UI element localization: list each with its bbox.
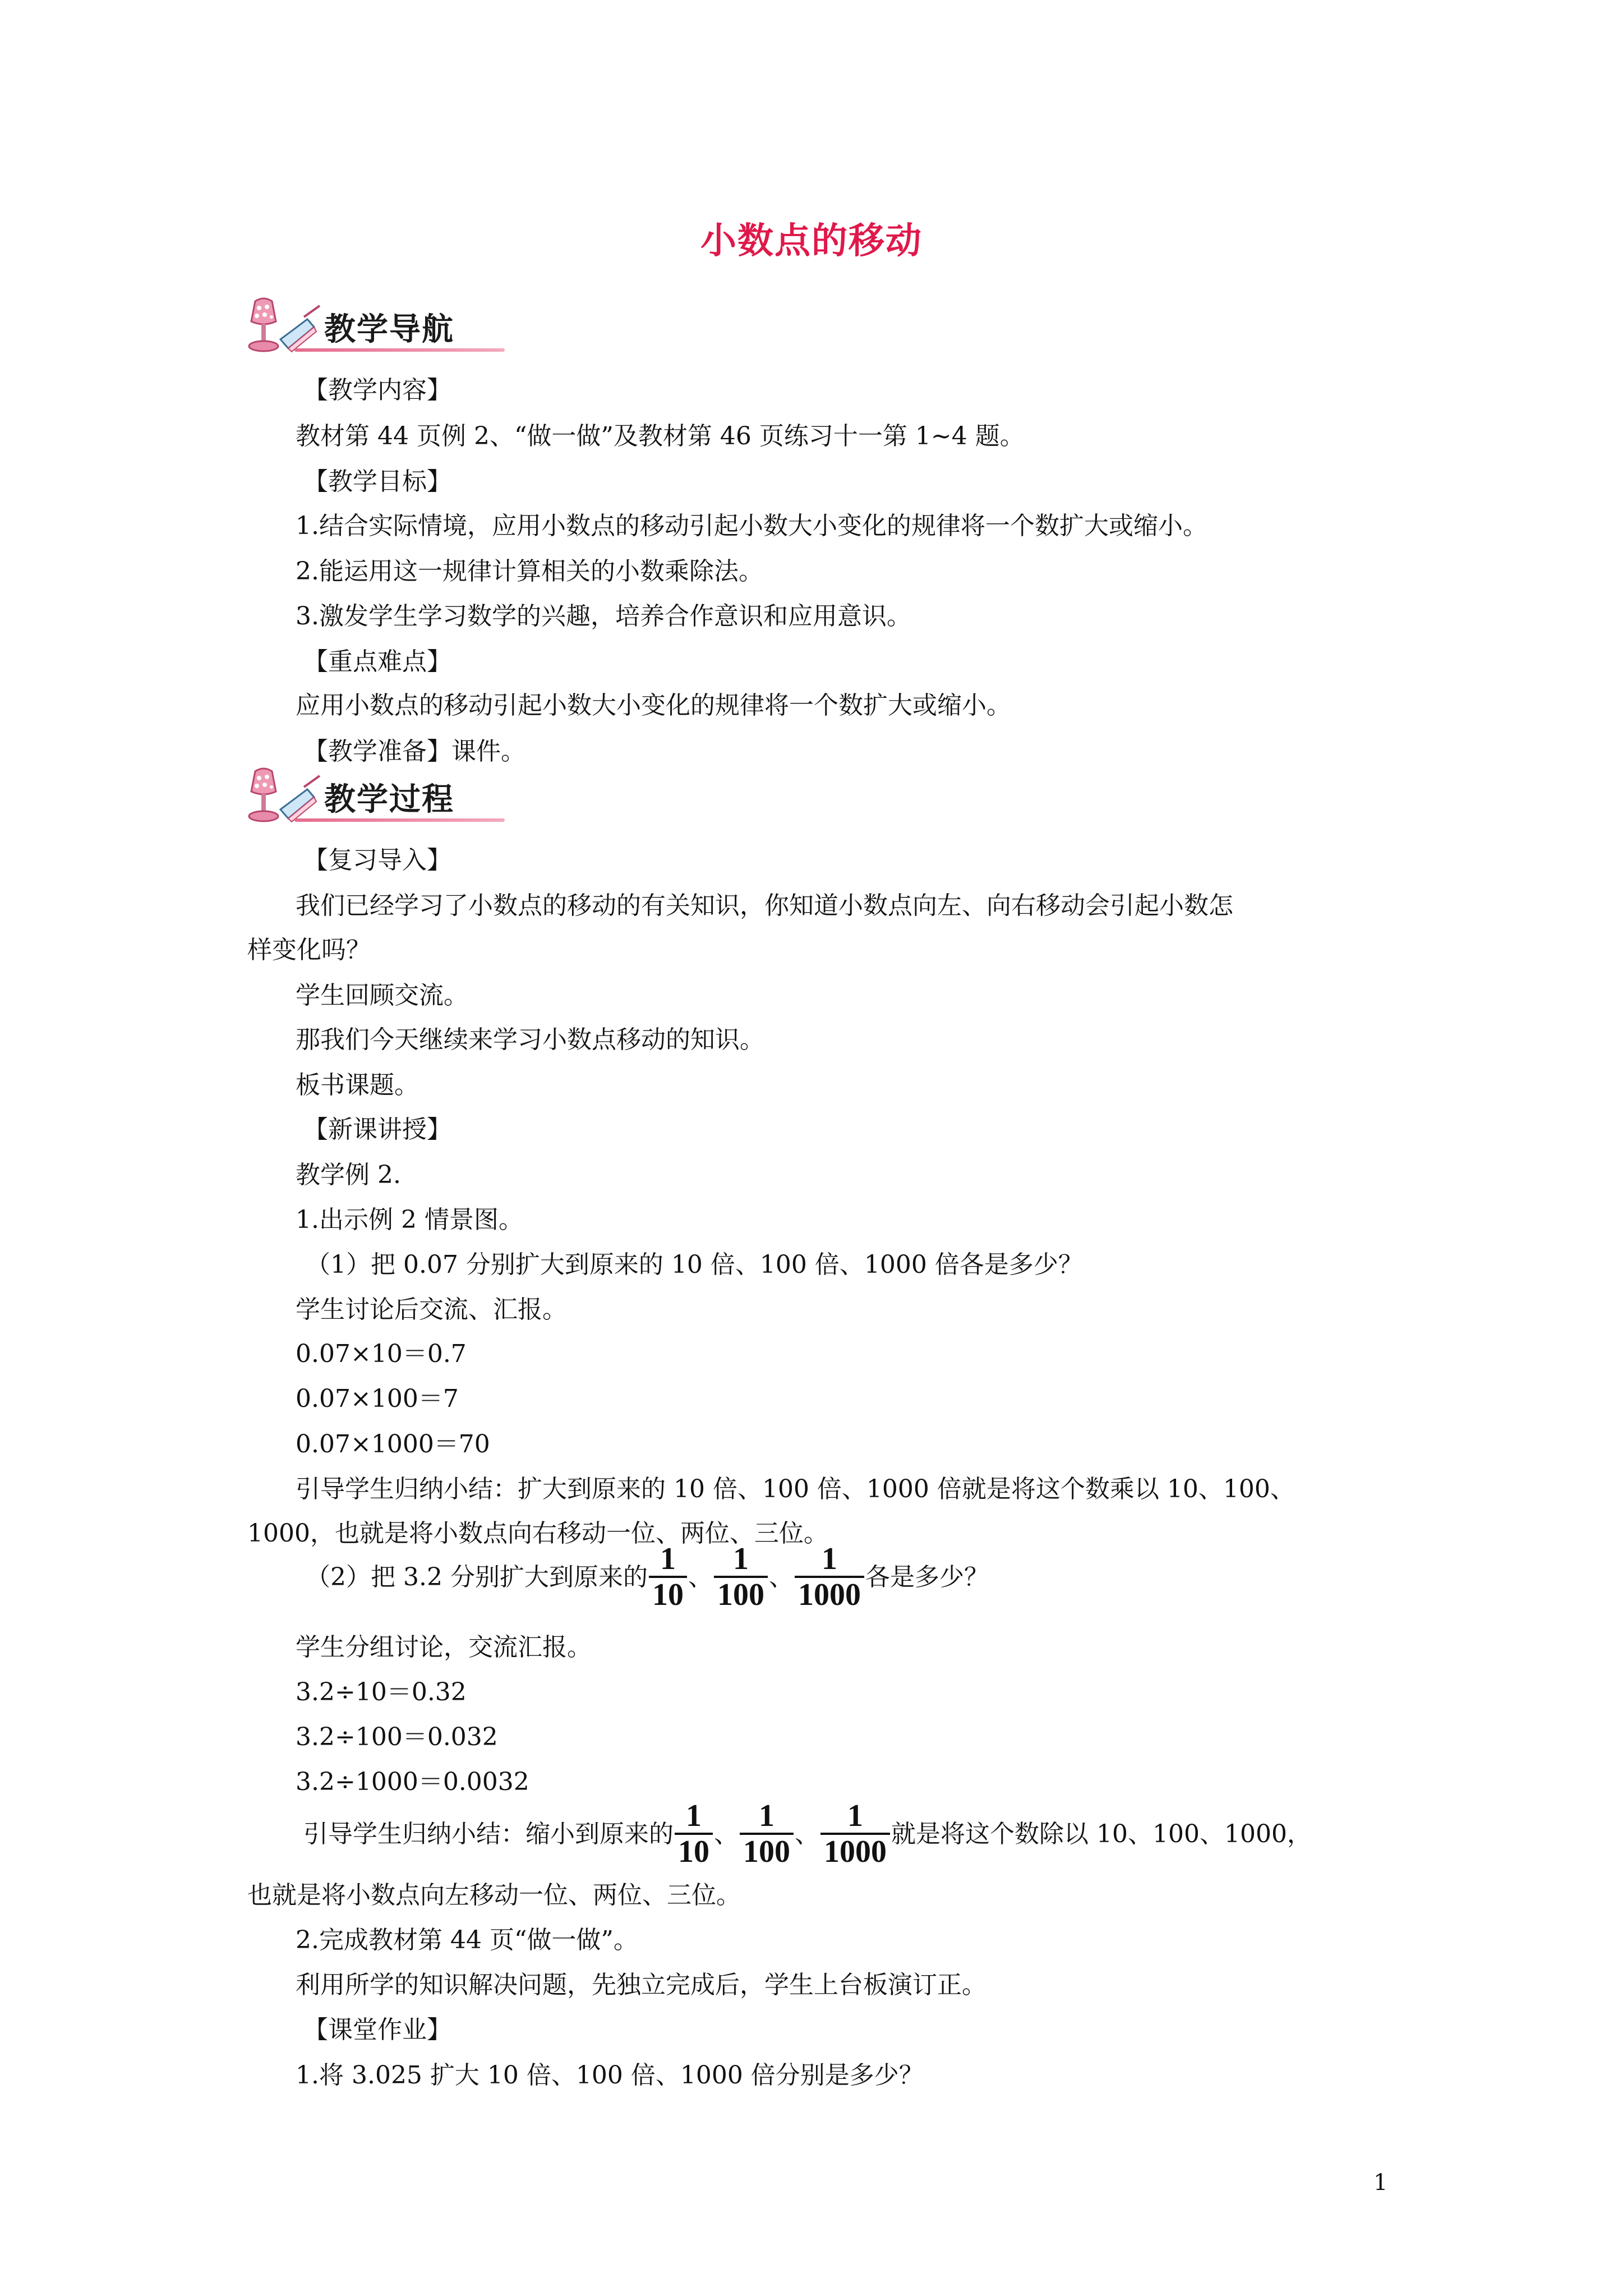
separator: 、 [768, 1563, 794, 1591]
paragraph-line: 1.将 3.025 扩大 10 倍、100 倍、1000 倍分别是多少？ [296, 2061, 924, 2090]
summary-text: 就是将这个数除以 10、100、1000， [891, 1820, 1312, 1848]
lamp-icon [241, 765, 325, 832]
summary-line-fractions [303, 1795, 1312, 1874]
lamp-icon [241, 295, 325, 362]
paragraph-line: 板书课题。 [296, 1071, 419, 1099]
paragraph-line: 2.完成教材第 44 页“做一做”。 [296, 1926, 638, 1954]
fraction: $\frac{1}{1000}$ [820, 1800, 890, 1869]
fraction: $\frac{1}{100}$ [714, 1543, 768, 1612]
goal-item: 1.结合实际情境，应用小数点的移动引起小数大小变化的规律将一个数扩大或缩小。 [296, 512, 1207, 540]
fraction: $\frac{1}{10}$ [675, 1800, 713, 1869]
paragraph-line: 也就是将小数点向左移动一位、两位、三位。 [247, 1881, 741, 1910]
section-head-new: 【新课讲授】 [303, 1115, 451, 1144]
fraction: $\frac{1}{100}$ [740, 1800, 794, 1869]
content-text: 教材第 44 页例 2、“做一做”及教材第 46 页练习十一第 1~4 题。 [296, 422, 1025, 450]
separator: 、 [795, 1820, 819, 1848]
paragraph-line: 我们已经学习了小数点的移动的有关知识，你知道小数点向左、向右移动会引起小数怎 [296, 891, 1233, 920]
separator: 、 [714, 1820, 739, 1848]
goal-item: 3.激发学生学习数学的兴趣，培养合作意识和应用意识。 [296, 602, 911, 631]
equation-line: 0.07×100＝7 [296, 1384, 459, 1413]
equation-line: 3.2÷100＝0.032 [296, 1723, 498, 1751]
paragraph-line: 1.出示例 2 情景图。 [296, 1205, 523, 1234]
section-head-goal: 【教学目标】 [303, 467, 451, 496]
goal-item: 2.能运用这一规律计算相关的小数乘除法。 [296, 557, 763, 586]
banner-underline [294, 818, 505, 822]
key-text: 应用小数点的移动引起小数大小变化的规律将一个数扩大或缩小。 [296, 691, 1011, 720]
paragraph-line: 1000，也就是将小数点向右移动一位、两位、三位。 [247, 1519, 828, 1548]
equation-line: 3.2÷1000＝0.0032 [296, 1768, 529, 1796]
equation-line: 0.07×1000＝70 [296, 1430, 490, 1458]
page-title: 小数点的移动 [700, 220, 923, 262]
section-head-review: 【复习导入】 [303, 846, 451, 875]
paragraph-line: 学生分组讨论，交流汇报。 [296, 1633, 592, 1662]
summary-text: 引导学生归纳小结：缩小到原来的 [303, 1820, 674, 1848]
section-banner-process [241, 765, 505, 832]
paragraph-line: 利用所学的知识解决问题，先独立完成后，学生上台板演订正。 [296, 1971, 986, 1999]
paragraph-line: 引导学生归纳小结：扩大到原来的 10 倍、100 倍、1000 倍就是将这个数乘以 10、100、 [296, 1475, 1295, 1503]
paragraph-line: 学生讨论后交流、汇报。 [296, 1295, 567, 1324]
equation-line: 0.07×10＝0.7 [296, 1340, 467, 1368]
section-head-homework: 【课堂作业】 [303, 2016, 451, 2044]
banner-label: 教学过程 [324, 781, 454, 818]
banner-label: 教学导航 [324, 311, 454, 348]
fraction: $\frac{1}{1000}$ [795, 1543, 864, 1612]
banner-underline [294, 348, 505, 352]
fraction: $\frac{1}{10}$ [649, 1543, 687, 1612]
paragraph-line: 样变化吗？ [247, 936, 371, 964]
paragraph-line: 学生回顾交流。 [296, 981, 468, 1010]
section-head-content: 【教学内容】 [303, 376, 451, 404]
page-number: 1 [1373, 2170, 1388, 2196]
question-text: 各是多少？ [865, 1563, 989, 1591]
paragraph-line: 教学例 2. [296, 1161, 401, 1189]
question-line-fractions [306, 1538, 989, 1617]
section-head-key: 【重点难点】 [303, 647, 451, 676]
question-line: （1）把 0.07 分别扩大到原来的 10 倍、100 倍、1000 倍各是多少？ [306, 1250, 1083, 1279]
prep-text: 【教学准备】课件。 [303, 737, 525, 766]
question-text: （2）把 3.2 分别扩大到原来的 [306, 1563, 648, 1591]
paragraph-line: 那我们今天继续来学习小数点移动的知识。 [296, 1025, 764, 1054]
separator: 、 [688, 1563, 713, 1591]
equation-line: 3.2÷10＝0.32 [296, 1678, 467, 1706]
section-banner-nav [241, 295, 505, 362]
